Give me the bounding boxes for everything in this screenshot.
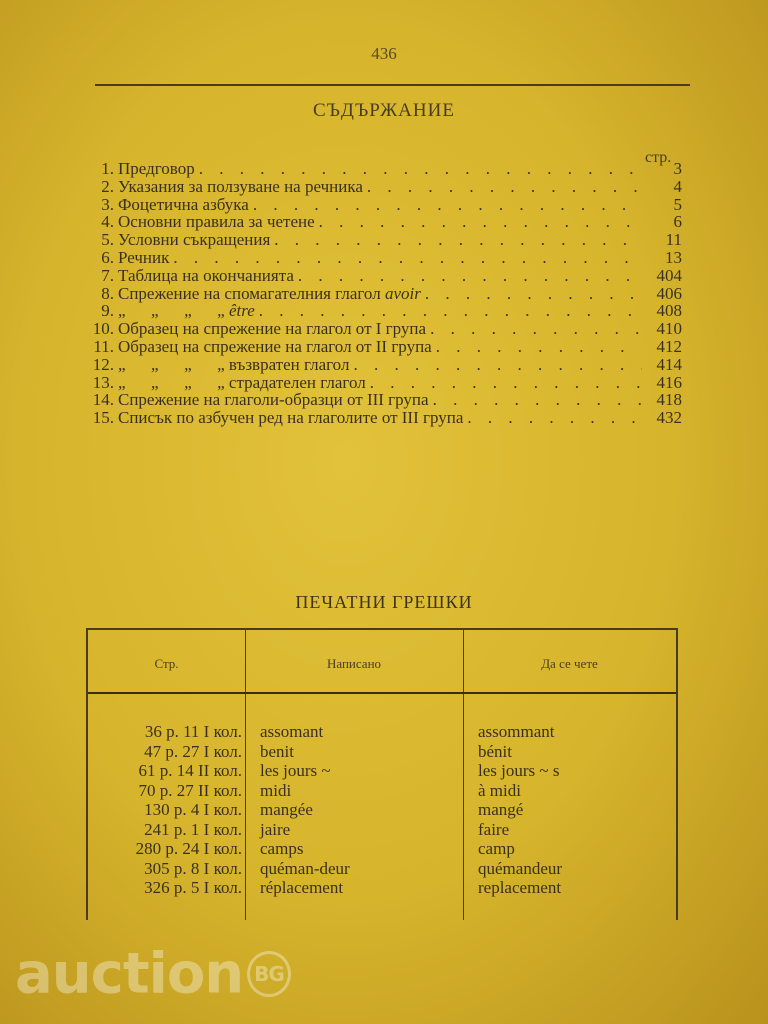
- toc-item: [78, 213, 682, 231]
- cell-written: les jours ~: [260, 761, 331, 780]
- cell-page: 47 р. 27 I кол.: [144, 741, 242, 761]
- leader-dots: [255, 302, 642, 320]
- toc-item-number: 6.: [101, 247, 114, 267]
- cell-written: réplacement: [260, 878, 344, 897]
- toc-item-page: 416: [656, 372, 682, 392]
- leader-dots: [294, 267, 642, 285]
- leader-dots: [429, 391, 642, 409]
- toc-item-number: 4.: [101, 212, 114, 232]
- toc-item-text: Образец на спрежение на глагол от I група: [118, 319, 427, 339]
- header-rule: [95, 84, 690, 86]
- toc-item-page: 404: [656, 265, 682, 285]
- cell-page: 130 р. 4 I кол.: [144, 800, 242, 819]
- cell-correct: à midi: [478, 780, 521, 800]
- toc-item: [78, 374, 682, 392]
- toc-item-number: 14.: [92, 390, 114, 410]
- toc-item: [78, 249, 682, 267]
- toc-item-number: 10.: [92, 319, 114, 339]
- cell-written: quéman-deur: [260, 858, 350, 878]
- toc-item-text: Основни правила за четене: [118, 212, 315, 232]
- toc-item-text: Речник: [118, 247, 170, 267]
- toc-item-page: 5: [673, 194, 682, 214]
- toc-item-page: 4: [673, 176, 682, 196]
- toc-item-number: 12.: [92, 354, 114, 374]
- cell-page: 70 р. 27 II кол.: [138, 780, 242, 800]
- toc-item-number: 15.: [92, 408, 114, 428]
- cell-page: 36 р. 11 I кол.: [144, 722, 242, 741]
- toc-item: [78, 231, 682, 249]
- toc-item: [78, 178, 682, 196]
- toc-item-text: Условни съкращения: [118, 230, 271, 250]
- errata-title: ПЕЧАТНИ ГРЕШКИ: [295, 592, 473, 612]
- toc-item-text: „ „ „ „ être: [118, 301, 255, 321]
- watermark-logo: auction BG: [15, 938, 291, 1006]
- toc-item-page: 408: [656, 301, 682, 321]
- cell-correct: assommant: [478, 722, 555, 741]
- cell-page: 280 р. 24 I кол.: [135, 839, 242, 858]
- leader-dots: [432, 338, 642, 356]
- toc-item-page: 414: [656, 354, 682, 374]
- toc-item: [78, 302, 682, 320]
- cell-correct: bénit: [478, 741, 512, 761]
- toc-item: [78, 285, 682, 303]
- toc-item: [78, 320, 682, 338]
- toc-item-number: 5.: [101, 230, 114, 250]
- toc-item: [78, 267, 682, 285]
- table-row: [88, 761, 676, 781]
- cell-page: 305 р. 8 I кол.: [144, 858, 242, 878]
- toc-item-page: 418: [656, 390, 682, 410]
- header-written: Написано: [326, 656, 382, 671]
- cell-page: 326 р. 5 I кол.: [144, 878, 242, 897]
- table-row: [88, 800, 676, 820]
- table-row: [88, 859, 676, 879]
- cell-correct: replacement: [478, 878, 562, 897]
- toc-title: СЪДЪРЖАНИЕ: [313, 100, 455, 121]
- table-row: [88, 781, 676, 801]
- cell-written: mangée: [260, 800, 313, 819]
- errata-header: [88, 630, 676, 694]
- leader-dots: [463, 409, 642, 427]
- cell-correct: faire: [478, 819, 510, 839]
- toc-item-text: Таблица на окончанията: [118, 265, 294, 285]
- table-row: [88, 878, 676, 898]
- cell-correct: les jours ~ s: [478, 761, 560, 780]
- toc-item-page: 3: [673, 159, 682, 178]
- toc-item-number: 11.: [93, 336, 114, 356]
- leader-dots: [169, 249, 642, 267]
- toc-item: [78, 160, 682, 178]
- cell-written: jaire: [260, 819, 291, 839]
- toc-item-text: „ „ „ „ страдателен глагол: [118, 372, 366, 392]
- cell-correct: camp: [478, 839, 515, 858]
- toc-item-text: Предговор: [118, 159, 195, 178]
- toc-item: [78, 196, 682, 214]
- toc-item-number: 3.: [101, 194, 114, 214]
- leader-dots: [349, 356, 642, 374]
- table-row: [88, 722, 676, 742]
- toc-item-number: 8.: [101, 283, 114, 303]
- toc-item-text: Списък по азбучен ред на глаголите от III група: [118, 408, 464, 428]
- table-of-contents: [78, 160, 682, 427]
- cell-page: 241 р. 1 I кол.: [144, 819, 242, 839]
- leader-dots: [363, 178, 642, 196]
- toc-item-page: 412: [656, 336, 682, 356]
- leader-dots: [270, 231, 642, 249]
- leader-dots: [195, 160, 642, 178]
- toc-item-number: 2.: [101, 176, 114, 196]
- leader-dots: [421, 285, 642, 303]
- toc-item: [78, 356, 682, 374]
- cell-written: benit: [260, 741, 294, 761]
- table-row: [88, 839, 676, 859]
- toc-item-text: „ „ „ „ възвратен глагол: [118, 354, 350, 374]
- toc-item-number: 1.: [101, 159, 114, 178]
- page-number: 436: [371, 44, 397, 63]
- header-page: Стр.: [154, 656, 179, 671]
- toc-item-page: 432: [656, 408, 682, 428]
- toc-item-page: 11: [665, 230, 682, 250]
- toc-item-number: 13.: [92, 372, 114, 392]
- cell-written: midi: [260, 780, 292, 800]
- toc-item-page: 410: [656, 319, 682, 339]
- cell-correct: quémandeur: [478, 858, 563, 878]
- toc-item: [78, 391, 682, 409]
- page-column-label: стр.: [645, 149, 672, 166]
- leader-dots: [426, 320, 642, 338]
- toc-item-page: 13: [665, 247, 682, 267]
- toc-item-page: 6: [673, 212, 682, 232]
- leader-dots: [249, 196, 642, 214]
- toc-item-number: 9.: [101, 301, 114, 321]
- cell-written: camps: [260, 839, 304, 858]
- cell-written: assomant: [260, 722, 324, 741]
- toc-item-text: Образец на спрежение на глагол от II група: [118, 336, 432, 356]
- errata-table: [86, 628, 678, 920]
- table-row: [88, 742, 676, 762]
- toc-item-text: Спрежение на глаголи-образци от III група: [118, 390, 429, 410]
- toc-item: [78, 338, 682, 356]
- toc-item-number: 7.: [101, 265, 114, 285]
- toc-item-text: Фоцетична азбука: [118, 194, 249, 214]
- toc-item: [78, 409, 682, 427]
- errata-body: [88, 722, 676, 898]
- toc-item-text: Спрежение на спомагателния глагол avoir: [118, 283, 421, 303]
- leader-dots: [366, 374, 642, 392]
- table-row: [88, 820, 676, 840]
- leader-dots: [315, 213, 642, 231]
- header-correct: Да се чете: [541, 656, 598, 671]
- cell-page: 61 р. 14 II кол.: [138, 761, 242, 780]
- cell-correct: mangé: [478, 800, 524, 819]
- toc-item-page: 406: [656, 283, 682, 303]
- toc-item-text: Указания за ползуване на речника: [118, 176, 363, 196]
